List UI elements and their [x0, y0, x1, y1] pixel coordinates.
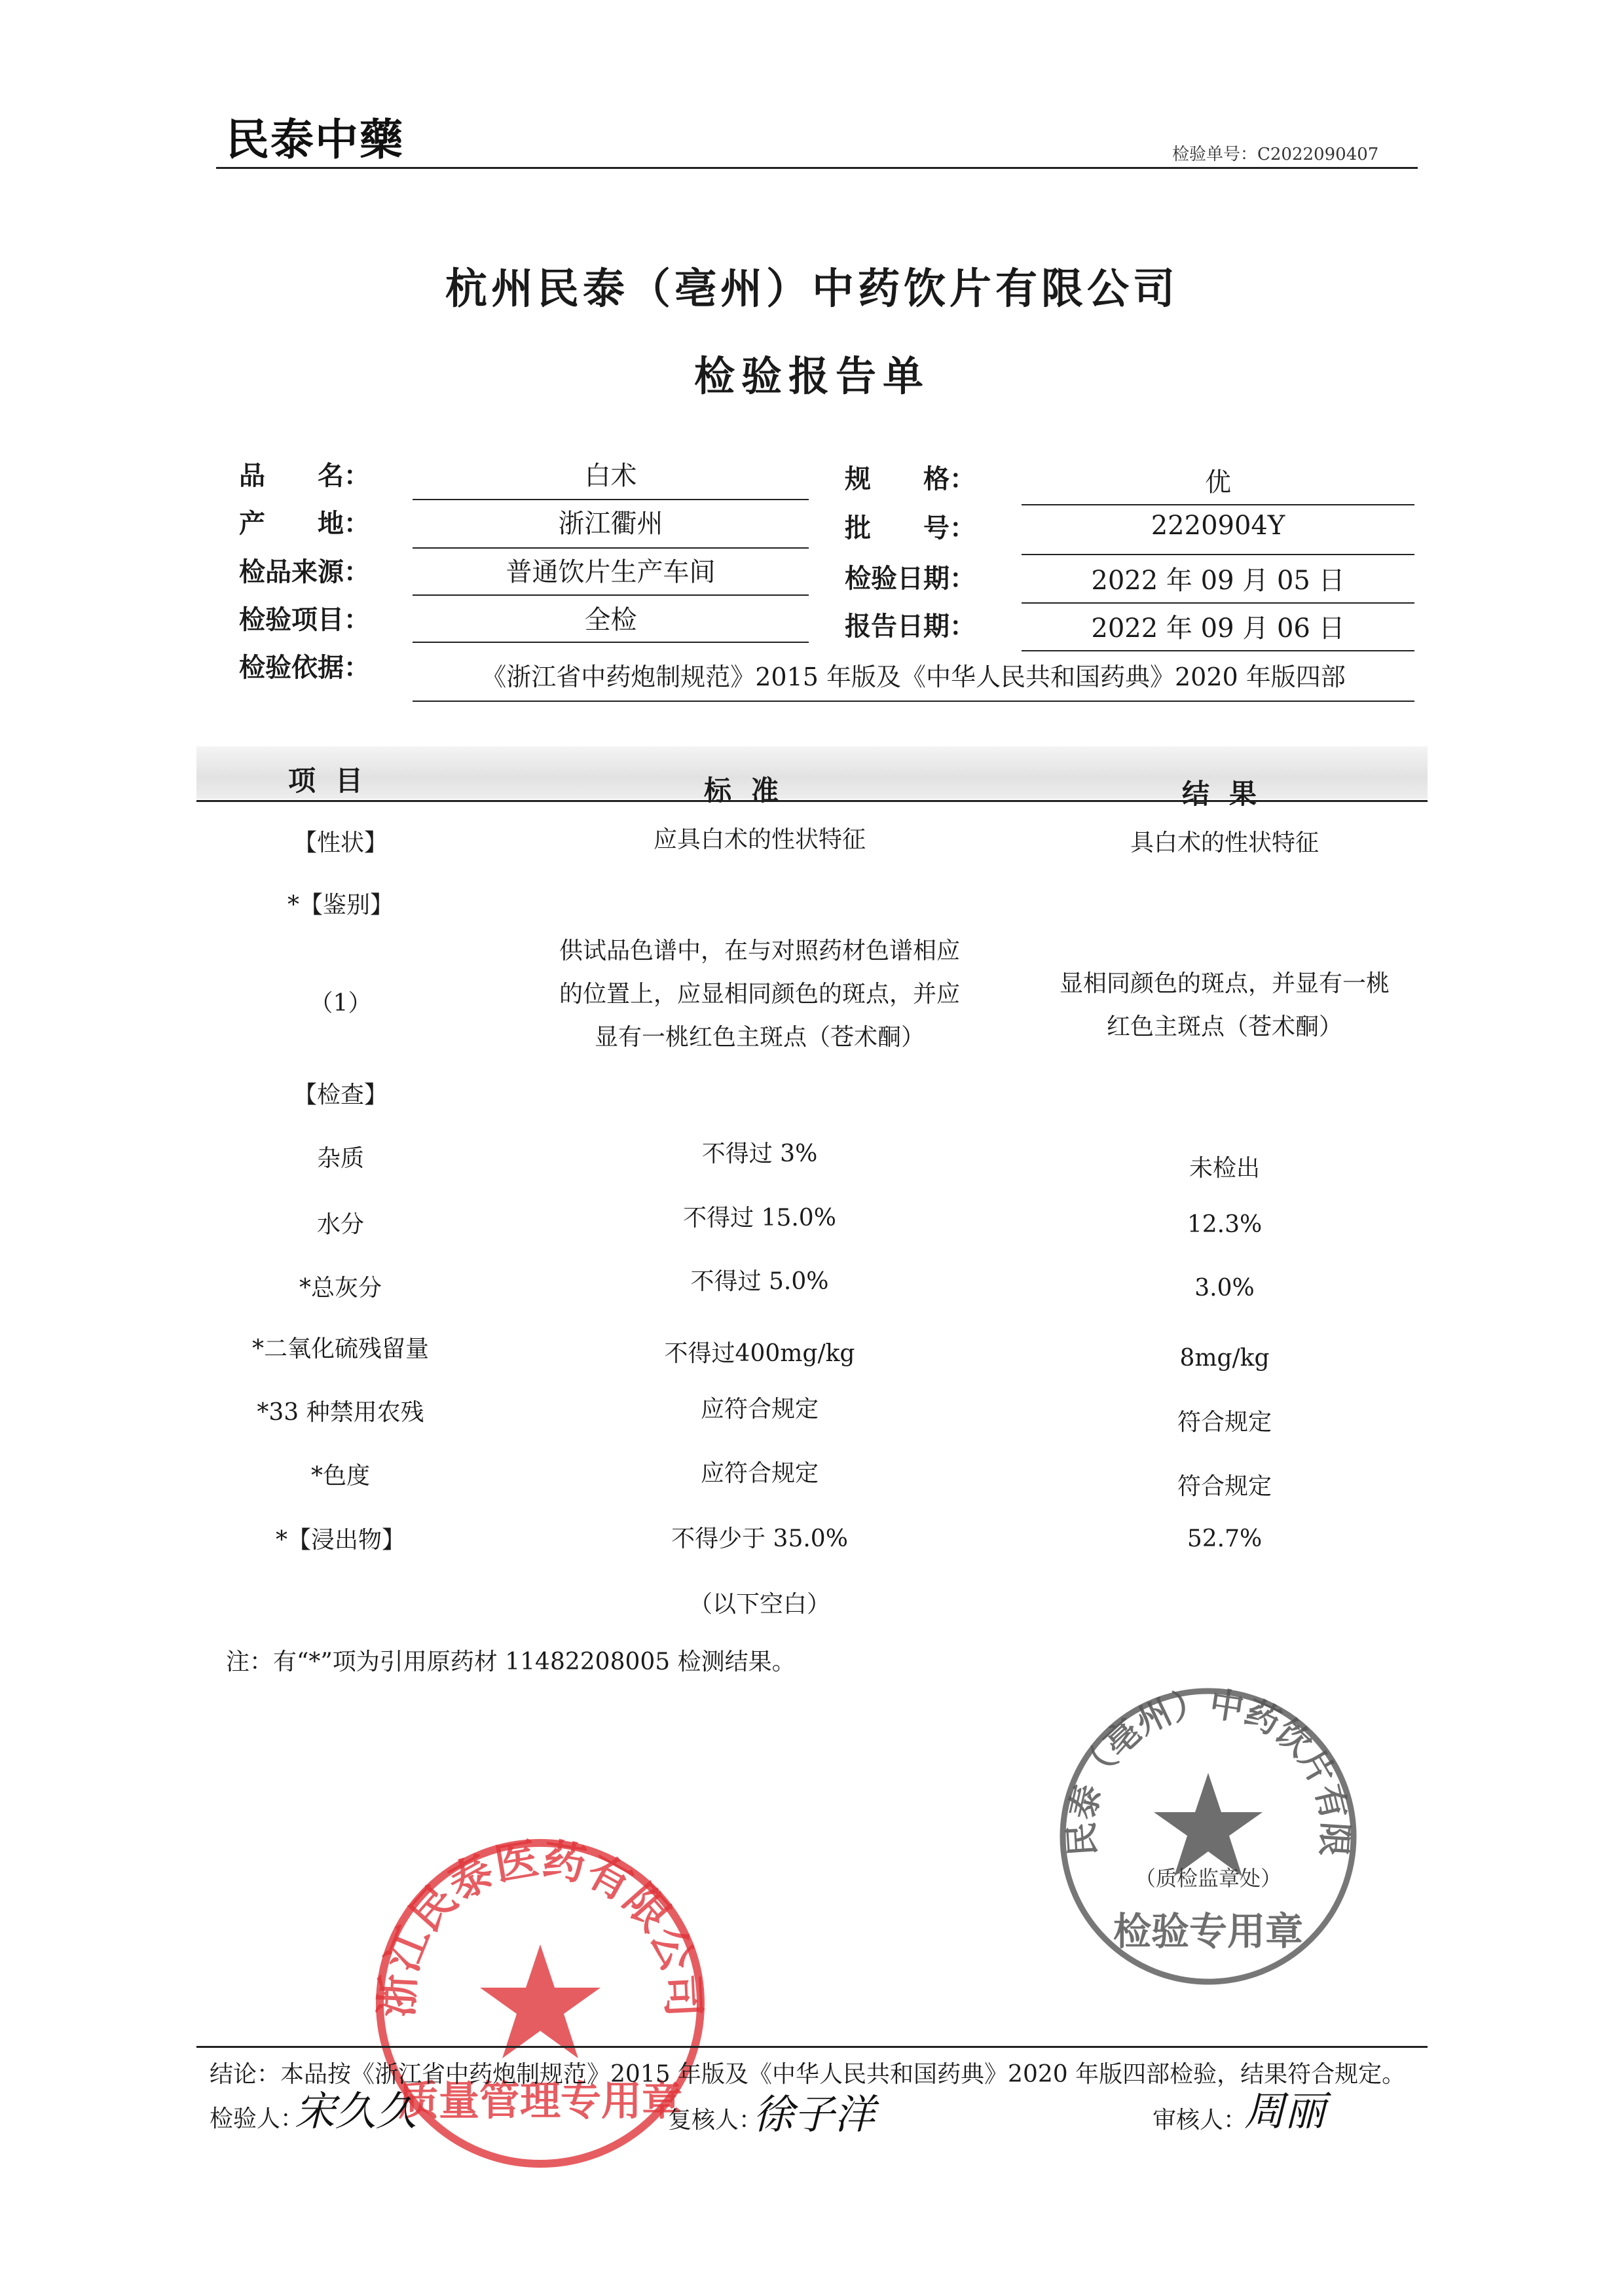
- row-id1-result-line1: 显相同颜色的斑点，并显有一桃: [1059, 970, 1390, 997]
- row-moisture-standard: 不得过 15.0%: [683, 1205, 836, 1231]
- source-underline: [413, 594, 809, 596]
- quality-seal-bottom-text: 质量管理专用章: [397, 2077, 683, 2124]
- basis-value: 《浙江省中药炮制规范》2015 年版及《中华人民共和国药典》2020 年版四部: [481, 663, 1346, 691]
- row-extract-result: 52.7%: [1187, 1525, 1263, 1552]
- name-label: 品 名：: [239, 460, 370, 491]
- origin-label: 产 地：: [239, 508, 370, 539]
- row-pesticide-standard: 应符合规定: [700, 1396, 819, 1423]
- inspector-label: 检验人：: [210, 2105, 304, 2132]
- item-underline: [413, 642, 809, 643]
- header-result: 结果: [1182, 778, 1277, 810]
- conclusion-divider: [196, 2046, 1428, 2048]
- row-id1-standard-line3: 显有一桃红色主斑点（苍术酮）: [594, 1024, 925, 1051]
- row-extract-item: *【浸出物】: [275, 1527, 405, 1554]
- test-date-underline: [1022, 602, 1414, 604]
- row-extract-standard: 不得少于 35.0%: [671, 1525, 848, 1552]
- row-ash-standard: 不得过 5.0%: [690, 1268, 829, 1295]
- report-date-underline: [1022, 650, 1414, 651]
- row-moisture-item: 水分: [316, 1211, 364, 1238]
- row-impurity-result: 未检出: [1189, 1155, 1260, 1182]
- header-item: 项目: [288, 765, 383, 797]
- report-date-label: 报告日期：: [845, 611, 976, 642]
- qc-stamp-bottom-text: 检验专用章: [1113, 1909, 1304, 1954]
- basis-underline: [413, 701, 1414, 702]
- company-logo: 民泰中藥: [226, 114, 404, 165]
- basis-label: 检验依据：: [239, 652, 370, 683]
- report-date-value: 2022 年 09 月 06 日: [1091, 613, 1345, 644]
- quality-seal: [370, 1833, 710, 2174]
- approver-label: 审核人：: [1153, 2107, 1247, 2134]
- row-ash-result: 3.0%: [1194, 1275, 1255, 1302]
- row-impurity-item: 杂质: [316, 1145, 364, 1172]
- row-so2-result: 8mg/kg: [1179, 1345, 1270, 1372]
- report-number: 检验单号：C2022090407: [1172, 145, 1379, 164]
- row-color-item: *色度: [310, 1463, 370, 1489]
- inspector-signature: 宋久久: [295, 2087, 417, 2135]
- header-standard: 标准: [704, 774, 799, 807]
- row-character-standard: 应具白术的性状特征: [653, 826, 866, 853]
- row-color-result: 符合规定: [1177, 1473, 1272, 1500]
- test-date-value: 2022 年 09 月 05 日: [1091, 566, 1345, 596]
- document-title: 检验报告单: [693, 352, 930, 400]
- batch-value: 2220904Y: [1151, 511, 1285, 541]
- batch-label: 批 号：: [845, 513, 976, 543]
- item-label: 检验项目：: [239, 604, 370, 635]
- source-label: 检品来源：: [239, 556, 370, 587]
- row-id1-item: （1）: [309, 990, 372, 1017]
- row-id1-standard-line1: 供试品色谱中，在与对照药材色谱相应: [559, 938, 960, 964]
- reviewer-label: 复核人：: [668, 2107, 763, 2134]
- test-date-label: 检验日期：: [845, 563, 976, 594]
- qc-stamp-outer-text: 杭州民泰（亳州）中药饮片有限公司: [1037, 1652, 1355, 1858]
- row-identification-item: *【鉴别】: [287, 892, 394, 919]
- row-color-standard: 应符合规定: [700, 1460, 819, 1487]
- item-value: 全检: [584, 605, 637, 635]
- row-ash-item: *总灰分: [299, 1275, 382, 1302]
- row-so2-standard: 不得过400mg/kg: [664, 1340, 855, 1367]
- spec-value: 优: [1205, 467, 1231, 498]
- name-value: 白术: [584, 461, 637, 491]
- row-moisture-result: 12.3%: [1187, 1211, 1263, 1238]
- header-divider: [216, 167, 1418, 169]
- spec-underline: [1022, 504, 1414, 505]
- table-header-divider: [196, 800, 1428, 802]
- qc-stamp-center-text: （质检监章处）: [1134, 1866, 1282, 1891]
- table-end-marker: （以下空白）: [688, 1591, 830, 1618]
- row-id1-standard-line2: 的位置上，应显相同颜色的斑点，并应: [559, 981, 960, 1008]
- row-inspection-item: 【检查】: [293, 1082, 388, 1108]
- company-title: 杭州民泰（亳州）中药饮片有限公司: [445, 264, 1179, 314]
- quality-seal-outer-text: 浙江民泰医药有限公司: [371, 1833, 709, 2019]
- row-character-item: 【性状】: [293, 829, 388, 856]
- row-pesticide-result: 符合规定: [1177, 1409, 1272, 1436]
- name-underline: [413, 499, 809, 500]
- row-impurity-standard: 不得过 3%: [701, 1140, 818, 1167]
- batch-underline: [1022, 554, 1414, 555]
- origin-underline: [413, 547, 809, 549]
- row-character-result: 具白术的性状特征: [1130, 829, 1319, 856]
- row-id1-result-line2: 红色主斑点（苍术酮）: [1106, 1013, 1342, 1040]
- reviewer-signature: 徐子洋: [753, 2090, 876, 2138]
- row-pesticide-item: *33 种禁用农残: [257, 1399, 424, 1426]
- origin-value: 浙江衢州: [558, 509, 663, 539]
- footnote: 注：有“*”项为引用原药材 11482208005 检测结果。: [226, 1649, 796, 1675]
- qc-stamp: [1037, 1652, 1362, 1990]
- spec-label: 规 格：: [845, 464, 976, 494]
- row-so2-item: *二氧化硫残留量: [251, 1336, 429, 1362]
- conclusion-text: 结论：本品按《浙江省中药炮制规范》2015 年版及《中华人民共和国药典》2020 年版四部检验，结果符合规定。: [210, 2061, 1406, 2088]
- source-value: 普通饮片生产车间: [506, 557, 716, 587]
- approver-signature: 周丽: [1244, 2087, 1326, 2135]
